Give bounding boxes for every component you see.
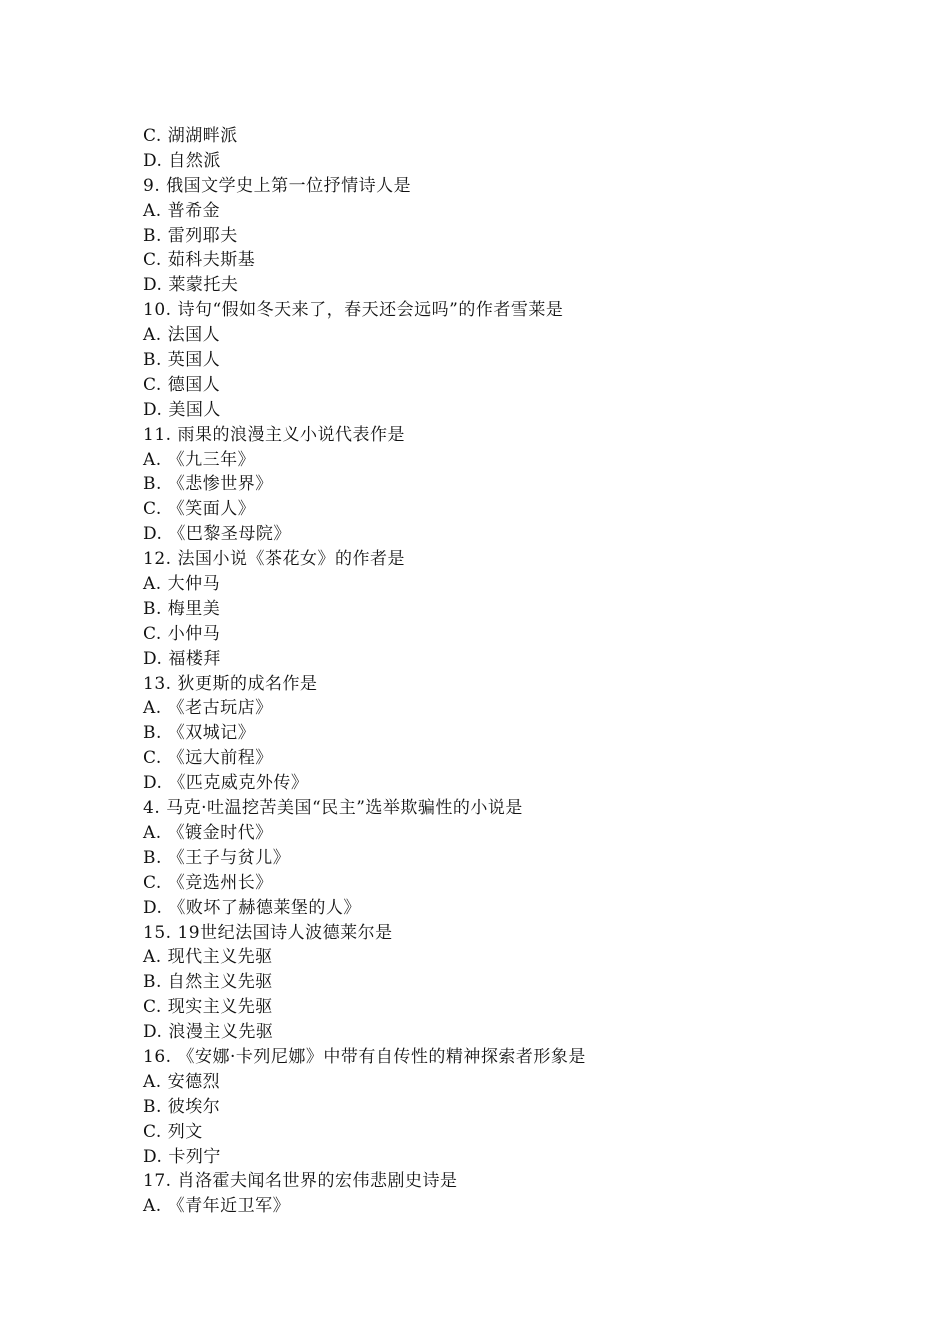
option-line: D. 浪漫主义先驱 xyxy=(143,1022,274,1043)
option-line: B. 《悲惨世界》 xyxy=(143,474,273,495)
option-line: C. 《笑面人》 xyxy=(143,499,256,520)
option-line: C. 《竞选州长》 xyxy=(143,872,273,893)
option-line: C. 列文 xyxy=(143,1121,203,1142)
option-line: A. 《老古玩店》 xyxy=(143,698,273,719)
option-line: D. 《匹克威克外传》 xyxy=(143,773,309,794)
question-line: 13. 狄更斯的成名作是 xyxy=(143,673,318,694)
option-line: C. 湖湖畔派 xyxy=(143,126,238,146)
option-line: A. 现代主义先驱 xyxy=(143,947,273,968)
question-line: 17. 肖洛霍夫闻名世界的宏伟悲剧史诗是 xyxy=(143,1171,458,1192)
option-line: C. 德国人 xyxy=(143,374,221,395)
option-line: D. 莱蒙托夫 xyxy=(143,275,239,296)
option-line: B. 自然主义先驱 xyxy=(143,972,273,993)
option-line: B. 雷列耶夫 xyxy=(143,225,238,246)
question-line: 9. 俄国文学史上第一位抒情诗人是 xyxy=(143,175,412,196)
option-line: B. 《王子与贫儿》 xyxy=(143,847,291,868)
option-line: A. 大仲马 xyxy=(143,574,221,595)
option-line: D. 《巴黎圣母院》 xyxy=(143,524,291,545)
option-line: D. 《败坏了赫德莱堡的人》 xyxy=(143,897,361,918)
option-line: A. 《镀金时代》 xyxy=(143,822,273,843)
option-line: D. 卡列宁 xyxy=(143,1146,221,1167)
question-line: 11. 雨果的浪漫主义小说代表作是 xyxy=(143,424,405,445)
option-line: B. 英国人 xyxy=(143,350,221,371)
option-line: C. 《远大前程》 xyxy=(143,748,273,769)
option-line: B. 彼埃尔 xyxy=(143,1096,221,1117)
question-line: 15. 19世纪法国诗人波德莱尔是 xyxy=(143,922,393,943)
option-line: C. 茹科夫斯基 xyxy=(143,250,256,271)
question-line: 10. 诗句“假如冬天来了，春天还会远吗”的作者雪莱是 xyxy=(143,300,564,321)
option-line: D. 美国人 xyxy=(143,399,221,420)
question-line: 16. 《安娜·卡列尼娜》中带有自传性的精神探索者形象是 xyxy=(143,1046,586,1067)
question-line: 12. 法国小说《茶花女》的作者是 xyxy=(143,549,405,570)
option-line: D. 福楼拜 xyxy=(143,648,221,669)
question-list xyxy=(143,124,843,1219)
option-line: D. 自然派 xyxy=(143,150,221,171)
option-line: B. 《双城记》 xyxy=(143,723,256,744)
option-line: C. 现实主义先驱 xyxy=(143,997,273,1018)
question-line: 4. 马克·吐温挖苦美国“民主”选举欺骗性的小说是 xyxy=(143,798,523,819)
option-line: C. 小仲马 xyxy=(143,623,221,644)
option-line: B. 梅里美 xyxy=(143,598,221,619)
option-line: A. 普希金 xyxy=(143,200,221,221)
option-line: A. 《青年近卫军》 xyxy=(143,1196,291,1217)
option-line: A. 《九三年》 xyxy=(143,449,256,470)
option-line: A. 安德烈 xyxy=(143,1071,221,1092)
option-line: A. 法国人 xyxy=(143,325,221,346)
